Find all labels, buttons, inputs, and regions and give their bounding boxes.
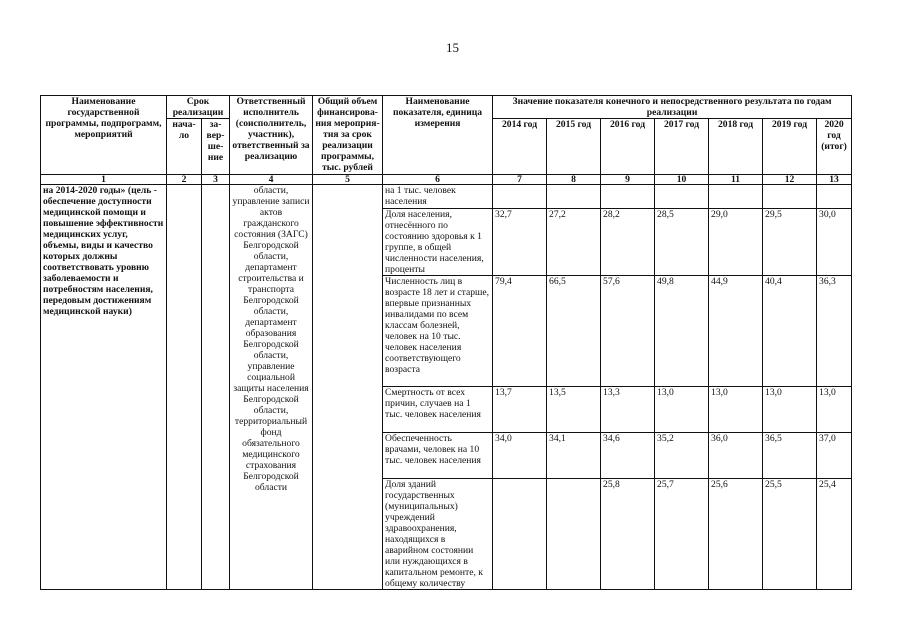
indicator-cell: Смертность от всех причин, случаев на 1 тыс. человек населения [383,387,493,433]
value-cell: 44,9 [709,276,763,387]
value-cell: 36,3 [817,276,852,387]
value-cell: 35,2 [655,433,709,479]
value-cell: 25,5 [763,479,817,590]
value-cell: 13,0 [655,387,709,433]
executor-cell: области, управление записи актов гражданского состояния (ЗАГС) Белгородской области, департамент строительства и транспорта Белгородской области, департамент образования Белгородской области, управление социальной защиты населения Белгородской области, территориальный фонд обязательного медицинского страхования Белгородской области [230,185,313,590]
column-number-row [41,175,852,185]
col-number: 10 [655,175,709,185]
col-number: 1 [41,175,167,185]
col-number: 8 [547,175,601,185]
value-cell: 57,6 [601,276,655,387]
value-cell: 25,6 [709,479,763,590]
value-cell: 25,7 [655,479,709,590]
col-number: 2 [167,175,202,185]
col-number: 12 [763,175,817,185]
indicator-cell: Доля населения, отнесённого по состоянию здоровья к 1 группе, в общей численности населения, проценты [383,209,493,276]
value-cell: 13,7 [493,387,547,433]
value-cell: 34,0 [493,433,547,479]
value-cell [493,479,547,590]
col-number: 9 [601,175,655,185]
header-year-2016: 2016 год [601,119,655,175]
col-number: 7 [493,175,547,185]
header-year-2019: 2019 год [763,119,817,175]
col-number: 11 [709,175,763,185]
value-cell: 13,0 [709,387,763,433]
value-cell: 28,2 [601,209,655,276]
value-cell [655,185,709,209]
indicator-cell: на 1 тыс. человек населения [383,185,493,209]
col-number: 5 [313,175,383,185]
value-cell: 32,7 [493,209,547,276]
value-cell: 34,1 [547,433,601,479]
header-year-2017: 2017 год [655,119,709,175]
value-cell: 13,5 [547,387,601,433]
header-financing: Общий объем финансирова-ния мероприя-тия за срок реализации программы, тыс. рублей [313,96,383,175]
value-cell [493,185,547,209]
header-year-2018: 2018 год [709,119,763,175]
header-term: Срок реализации [167,96,230,119]
value-cell: 28,5 [655,209,709,276]
value-cell: 13,0 [817,387,852,433]
header-indicator: Наименование показателя, единица измерения [383,96,493,175]
value-cell: 66,5 [547,276,601,387]
value-cell [763,185,817,209]
header-year-2014: 2014 год [493,119,547,175]
header-end: за-вер-ше-ние [202,119,230,175]
value-cell: 29,5 [763,209,817,276]
col-number: 6 [383,175,493,185]
value-cell [547,185,601,209]
value-cell: 29,0 [709,209,763,276]
value-cell: 27,2 [547,209,601,276]
header-start: нача-ло [167,119,202,175]
value-cell [547,479,601,590]
value-cell: 37,0 [817,433,852,479]
indicator-cell: Обеспеченность врачами, человек на 10 тыс. человек населения [383,433,493,479]
value-cell: 13,0 [763,387,817,433]
value-cell [817,185,852,209]
end-cell [202,185,230,590]
value-cell: 25,8 [601,479,655,590]
value-cell: 34,6 [601,433,655,479]
header-year-2020: 2020 год (итог) [817,119,852,175]
value-cell: 40,4 [763,276,817,387]
col-number: 4 [230,175,313,185]
value-cell: 30,0 [817,209,852,276]
col-number: 13 [817,175,852,185]
table-row [41,185,852,209]
indicator-cell: Доля зданий государственных (муниципальных) учреждений здравоохранения, находящихся в аварийном состоянии или нуждающихся в капитальном ремонте, к общему количеству [383,479,493,590]
value-cell: 36,0 [709,433,763,479]
value-cell [709,185,763,209]
indicator-table [40,95,852,590]
value-cell: 25,4 [817,479,852,590]
financing-cell [313,185,383,590]
start-cell [167,185,202,590]
header-year-2015: 2015 год [547,119,601,175]
value-cell: 79,4 [493,276,547,387]
header-values-group: Значение показателя конечного и непосредственного результата по годам реализации [493,96,852,119]
col-number: 3 [202,175,230,185]
value-cell [601,185,655,209]
value-cell: 36,5 [763,433,817,479]
value-cell: 13,3 [601,387,655,433]
program-name-cell: на 2014-2020 годы» (цель - обеспечение доступности медицинской помощи и повышение эффективности медицинских услуг, объемы, виды и качество которых должны соответствовать уровню заболеваемости и потребностям населения, передовым достижениям медицинской науки) [41,185,167,590]
indicator-cell: Численность лиц в возрасте 18 лет и старше, впервые признанных инвалидами по всем классам болезней, человек на 10 тыс. человек населения соответствующего возраста [383,276,493,387]
value-cell: 49,8 [655,276,709,387]
page-number: 15 [446,40,459,55]
header-executor: Ответственный исполнитель (соисполнитель, участник), ответственный за реализацию [230,96,313,175]
header-name: Наименование государственной программы, подпрограмм, мероприятий [41,96,167,175]
